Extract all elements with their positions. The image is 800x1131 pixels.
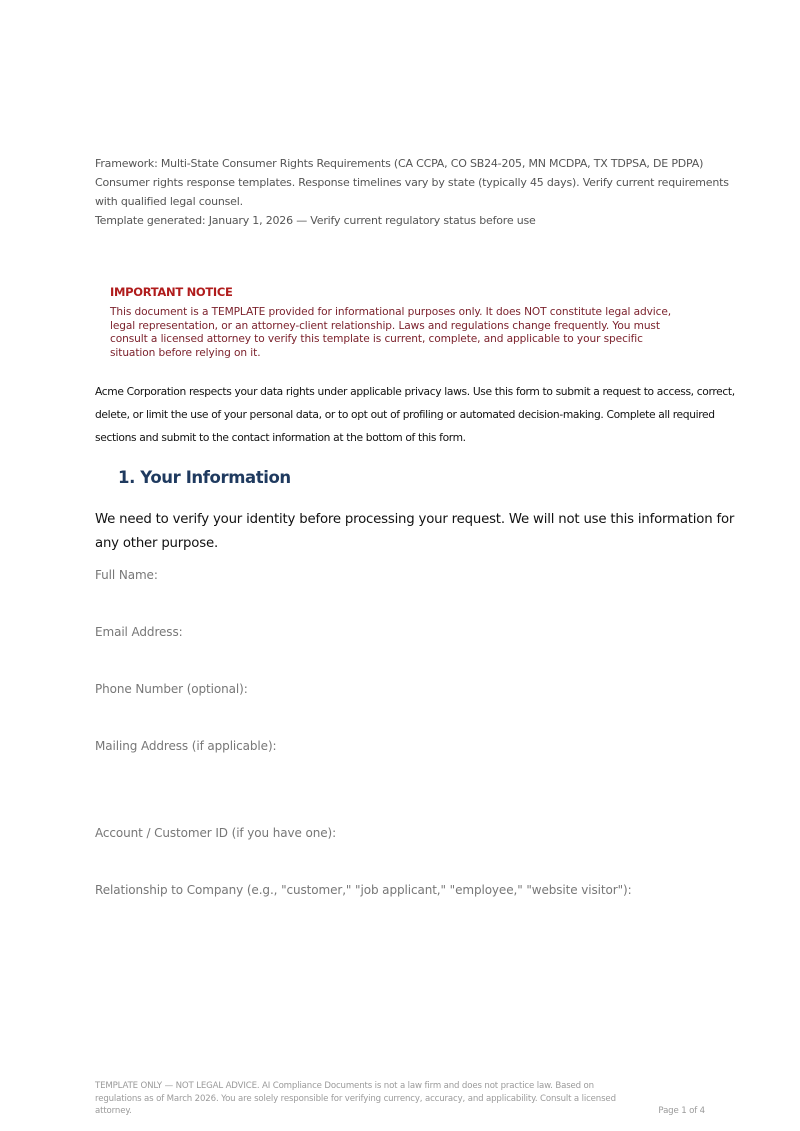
section-description: We need to verify your identity before processing your request. We will not use this information for any other purpose.	[95, 512, 735, 551]
important-notice	[110, 284, 690, 360]
notice-body: This document is a TEMPLATE provided for informational purposes only. It does NOT constitute legal advice, legal representation, or an attorney-client relationship. Laws and regulations change frequently. You must consult a licensed attorney to verify this template is current, complete, and applicable to your specific situation before relying on it.	[110, 306, 672, 359]
field-full-name[interactable]: Full Name:	[95, 568, 158, 582]
document-meta	[95, 154, 735, 230]
section-heading-your-information: 1. Your Information	[118, 468, 291, 487]
framework-line: Framework: Multi-State Consumer Rights Requirements (CA CCPA, CO SB24-205, MN MCDPA, TX TDPSA, DE PDPA)	[95, 157, 704, 170]
page-footer	[95, 1080, 705, 1118]
page-number: Page 1 of 4	[658, 1106, 705, 1116]
footer-disclaimer: TEMPLATE ONLY — NOT LEGAL ADVICE. AI Compliance Documents is not a law firm and does not practice law. Based on regulations as of March 2026. You are solely responsible for verifying currency, accuracy, and applicability. Consult a licensed attorney.	[95, 1081, 616, 1116]
field-relationship[interactable]: Relationship to Company (e.g., "customer," "job applicant," "employee," "website visitor"):	[95, 883, 632, 897]
generated-line: Template generated: January 1, 2026 — Verify current regulatory status before use	[95, 214, 536, 227]
field-email-address[interactable]: Email Address:	[95, 625, 183, 639]
notice-title: IMPORTANT NOTICE	[110, 285, 233, 299]
field-phone-number[interactable]: Phone Number (optional):	[95, 682, 248, 696]
field-mailing-address[interactable]: Mailing Address (if applicable):	[95, 739, 277, 753]
field-account-id[interactable]: Account / Customer ID (if you have one):	[95, 826, 337, 840]
intro-paragraph: Acme Corporation respects your data rights under applicable privacy laws. Use this form to submit a request to access, correct, delete, or limit the use of your personal data, or to opt out of profiling or automated decision-making. Complete all required sections and submit to the contact information at the bottom of this form.	[95, 385, 735, 444]
description-line: Consumer rights response templates. Response timelines vary by state (typically 45 days). Verify current requirements with qualified legal counsel.	[95, 176, 729, 208]
